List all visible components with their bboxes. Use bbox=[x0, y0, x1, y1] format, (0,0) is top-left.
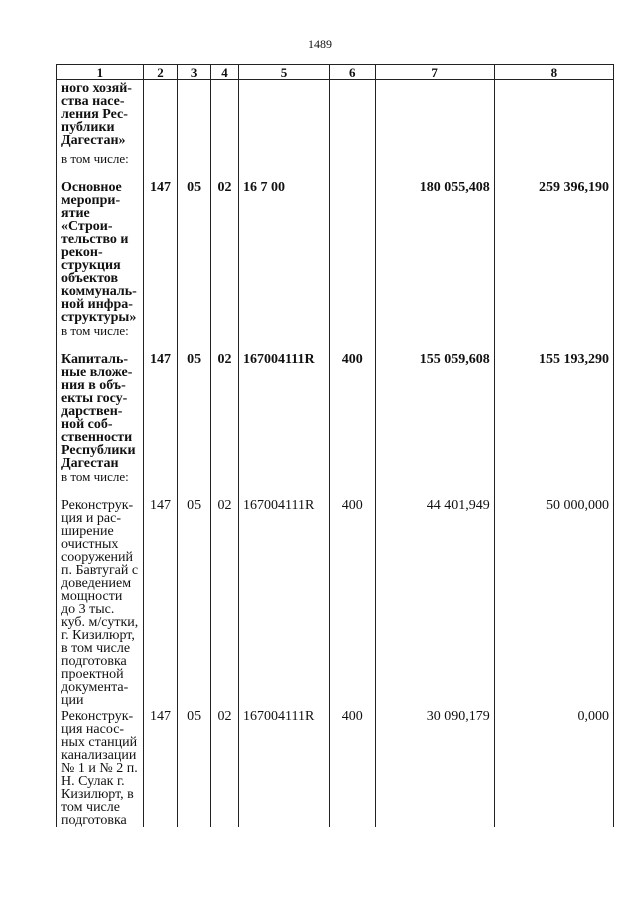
cell-target: 16 7 00 bbox=[239, 178, 330, 324]
row-name: в том числе: bbox=[57, 324, 144, 350]
cell-section: 05 bbox=[178, 350, 211, 470]
cell-subsection: 02 bbox=[210, 178, 238, 324]
cell-amount-1: 155 059,608 bbox=[375, 350, 494, 470]
row-name: Основное меропри-ятие «Строи-тельство и рекон-струкция объектов коммуналь-ной инфра-структуры» bbox=[57, 178, 144, 324]
cell-amount-1 bbox=[375, 80, 494, 153]
cell-section: 05 bbox=[178, 496, 211, 707]
cell-amount-1: 44 401,949 bbox=[375, 496, 494, 707]
cell-amount-2: 259 396,190 bbox=[494, 178, 613, 324]
table-row bbox=[57, 178, 614, 324]
cell-amount-1: 30 090,179 bbox=[375, 707, 494, 827]
header-row bbox=[57, 65, 614, 80]
cell-code: 147 bbox=[143, 496, 178, 707]
row-name: в том числе: bbox=[57, 152, 144, 178]
cell-expense-type: 400 bbox=[330, 707, 376, 827]
cell-subsection: 02 bbox=[210, 496, 238, 707]
cell-subsection bbox=[210, 80, 238, 153]
cell-section: 05 bbox=[178, 178, 211, 324]
col-header-3: 3 bbox=[178, 65, 211, 80]
cell-expense-type: 400 bbox=[330, 496, 376, 707]
table-row bbox=[57, 350, 614, 470]
table-row bbox=[57, 470, 614, 496]
row-name: Реконструк-ция насос-ных станций канализации № 1 и № 2 п. Н. Сулак г. Кизилюрт, в том числе подготовка bbox=[57, 707, 144, 827]
row-name: Реконструк-ция и рас-ширение очистных сооружений п. Бавтугай с доведением мощности до 3 тыс. куб. м/сутки, г. Кизилюрт, в том числе подготовка проектной документа-ции bbox=[57, 496, 144, 707]
cell-code: 147 bbox=[143, 350, 178, 470]
table-row bbox=[57, 324, 614, 350]
cell-amount-2: 155 193,290 bbox=[494, 350, 613, 470]
cell-expense-type bbox=[330, 178, 376, 324]
page-number: 1489 bbox=[308, 37, 332, 51]
col-header-7: 7 bbox=[375, 65, 494, 80]
col-header-4: 4 bbox=[210, 65, 238, 80]
col-header-8: 8 bbox=[494, 65, 613, 80]
cell-target bbox=[239, 80, 330, 153]
cell-code: 147 bbox=[143, 178, 178, 324]
cell-amount-2 bbox=[494, 80, 613, 153]
table-row bbox=[57, 152, 614, 178]
cell-subsection: 02 bbox=[210, 350, 238, 470]
cell-amount-2: 0,000 bbox=[494, 707, 613, 827]
table-row bbox=[57, 496, 614, 707]
cell-section: 05 bbox=[178, 707, 211, 827]
col-header-2: 2 bbox=[143, 65, 178, 80]
cell-target: 167004111R bbox=[239, 350, 330, 470]
budget-table bbox=[56, 64, 614, 827]
cell-amount-2: 50 000,000 bbox=[494, 496, 613, 707]
table-row bbox=[57, 707, 614, 827]
cell-code: 147 bbox=[143, 707, 178, 827]
cell-subsection: 02 bbox=[210, 707, 238, 827]
row-name: в том числе: bbox=[57, 470, 144, 496]
cell-section bbox=[178, 80, 211, 153]
col-header-5: 5 bbox=[239, 65, 330, 80]
cell-amount-1: 180 055,408 bbox=[375, 178, 494, 324]
col-header-1: 1 bbox=[57, 65, 144, 80]
col-header-6: 6 bbox=[330, 65, 376, 80]
cell-target: 167004111R bbox=[239, 707, 330, 827]
table-row bbox=[57, 80, 614, 153]
cell-expense-type bbox=[330, 80, 376, 153]
cell-expense-type: 400 bbox=[330, 350, 376, 470]
cell-target: 167004111R bbox=[239, 496, 330, 707]
cell-code bbox=[143, 80, 178, 153]
row-name: Капиталь-ные вложе-ния в объ-екты госу-дарствен-ной соб-ственности Республики Дагестан bbox=[57, 350, 144, 470]
row-name: ного хозяй-ства насе-ления Рес-публики Дагестан» bbox=[57, 80, 144, 153]
